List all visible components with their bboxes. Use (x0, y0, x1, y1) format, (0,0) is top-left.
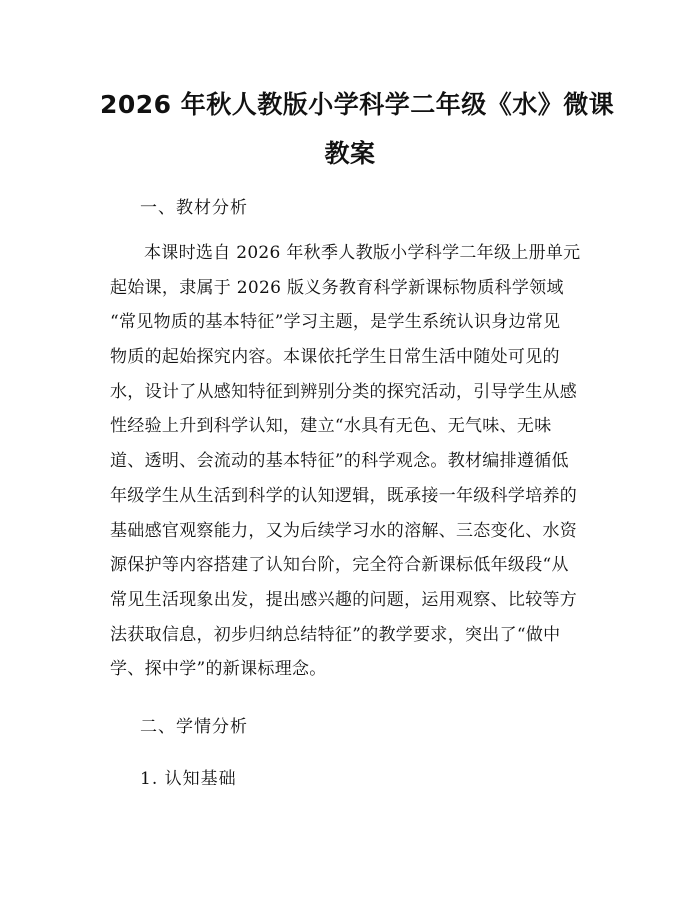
body-line: 起始课，隶属于 2026 版义务教育科学新课标物质科学领域 (110, 277, 564, 298)
body-line: 源保护等内容搭建了认知台阶，完全符合新课标低年级段“从 (110, 555, 569, 576)
body-line: 年级学生从生活到科学的认知逻辑，既承接一年级科学培养的 (110, 485, 578, 506)
section-body-textbook-analysis (110, 236, 600, 687)
body-line: 法获取信息，初步归纳总结特征”的教学要求，突出了“做中 (110, 624, 561, 645)
body-line: 道、透明、会流动的基本特征”的科学观念。教材编排遵循低 (110, 451, 569, 472)
body-line: 本课时选自 2026 年秋季人教版小学科学二年级上册单元 (144, 243, 581, 263)
body-line: 性经验上升到科学认知，建立“水具有无色、无气味、无味 (110, 416, 552, 437)
body-line: “常见物质的基本特征”学习主题，是学生系统认识身边常见 (110, 312, 561, 333)
section-heading-learner-analysis: 二、学情分析 (140, 717, 248, 737)
document-title-line-1: 2026 年秋人教版小学科学二年级《水》微课 (100, 90, 615, 119)
subsection-heading-cognitive-basis: 1. 认知基础 (140, 769, 237, 789)
document-title-line-2: 教案 (324, 139, 376, 168)
body-line: 物质的起始探究内容。本课依托学生日常生活中随处可见的 (110, 347, 560, 368)
section-heading-textbook-analysis: 一、教材分析 (140, 198, 248, 218)
body-line: 基础感官观察能力，又为后续学习水的溶解、三态变化、水资 (110, 520, 578, 541)
body-line: 学、探中学”的新课标理念。 (110, 659, 327, 680)
body-line: 水，设计了从感知特征到辨别分类的探究活动，引导学生从感 (110, 381, 578, 402)
body-line: 常见生活现象出发，提出感兴趣的问题，运用观察、比较等方 (110, 589, 578, 610)
